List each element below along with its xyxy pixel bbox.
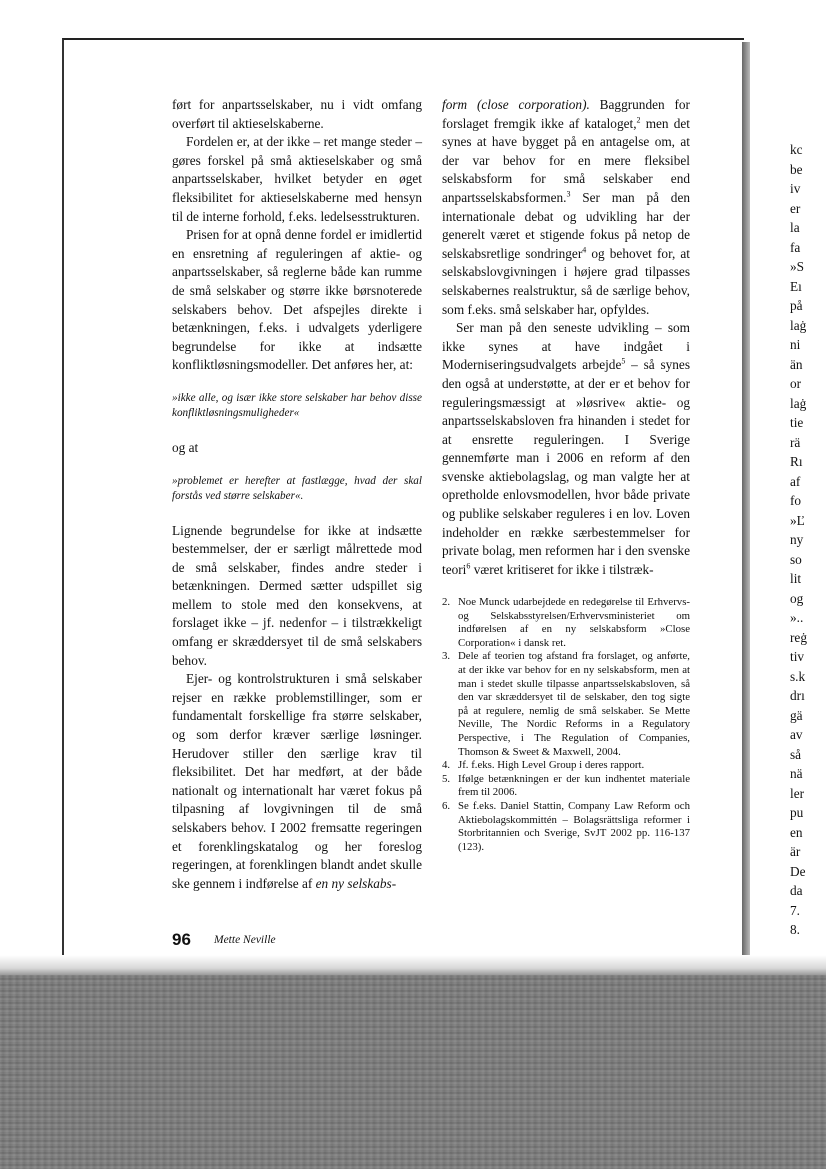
facing-page-fragment: kc [790,142,803,157]
footnote [442,650,690,759]
text-run: og behovet for, at selskabslovgivningen i højere grad tilpasses selskabernes realstruktur, så de særlige behov, som f.eks. små selskaber har, opfyldes. [442,245,690,317]
facing-page-fragment: reġ [790,629,807,645]
footnote [442,800,690,854]
footnotes [442,596,690,854]
facing-page-fragment: iv [790,181,801,196]
facing-page-fragment: af [790,473,801,489]
facing-page-fragment: lit [790,571,802,586]
facing-page-fragment: ny [790,532,804,547]
block-quote: »ikke alle, og især ikke store selskaber har behov disse konfliktløsningsmuligheder« [172,391,422,419]
footnote-number: 2. [442,596,451,608]
page-number: 96 [172,930,191,949]
facing-page-fragment: be [790,161,803,177]
facing-page-fragment: tie [790,415,804,430]
block-quote: »problemet er herefter at fastlægge, hvad der skal forstås ved større selskaber«. [172,474,422,502]
facing-page-fragment: Rı [790,454,803,469]
facing-page-fragment: nä [790,766,803,781]
paragraph: Fordelen er, at der ikke – ret mange steder – gøres forskel på små aktieselskaber og små anpartsselskaber, hvilket betyder en øget fleksibilitet for aktieselskaberne med hensyn til de interne forhold, f.eks. ledelsesstrukturen. [172,134,422,224]
facing-page-fragment: än [790,356,803,372]
paragraph [442,96,690,319]
facing-page-fragment: »Ľ [790,512,805,528]
facing-page-fragment: laġ [790,317,807,333]
text-run: Baggrunden for forslaget fremgik ikke af kataloget, [442,97,690,131]
paragraph [442,319,690,579]
facing-page-fragment: drı [790,688,805,703]
facing-page-fragment: så [790,746,802,762]
footnote [442,759,690,773]
text-run: – så synes den også at understøtte, at der er et behov for reguleringsmæssigt at »løsrive« aktie- og anpartsselskabsloven fra hinanden i stedet for at ensrette reguleringen. I Sverige gennemførte man i 2006 en reform af den svenske aktiebolagslag, og man valgte her at opretholde enlovsmodellen, hvor både private og publike selskaber reguleres i en lov. Loven indeholder en række særbestemmelser for private bolag, men reformen har i den svenske teori [442,357,690,577]
italic-term: en ny selskabs- [315,875,397,891]
facing-page-fragment: ».. [790,610,804,625]
footnote-text: Noe Munck udarbejdede en redegørelse til Erhvervs- og Selskabsstyrelsen/Erhvervsministeriet om indførelsen af en ny selskabsform »Close Corporation« i dansk ret. [458,596,690,649]
facing-page-fragment: 8. [790,922,800,937]
facing-page-fragment: pu [790,805,804,820]
footnote-ref: 5 [621,356,626,366]
facing-page-fragment: fo [790,493,802,508]
scan-background-top [0,0,826,40]
paragraph-text: Ejer- og kontrolstrukturen i små selskaber rejser en række problemstillinger, som er fundamentalt forskellige fra større selskaber, og som derfor kræver særlige løsninger. Herudover stiller den særlige krav til fleksibilitet. Det har medført, at der både nationalt og internationalt har været fokus på tilpasning af lovgivningen til de små selskabers behov. I 2002 fremsatte regeringen et forenklingskatalog og her foreslog regeringen, at forenklingen blandt andet skulle ske gennem i indførelse af [172,671,422,891]
facing-page-fragment: og [790,590,804,606]
footnote-ref: 4 [582,245,587,255]
facing-page-fragment: er [790,200,801,216]
facing-page-fragment: gä [790,707,803,723]
scanner-background [0,975,826,1169]
facing-page-fragment: på [790,298,803,313]
text-run: Ser man på den seneste udvikling – som ikke synes at have indgået i Moderniseringsudvalgets arbejde [442,320,690,373]
footnote-ref: 2 [636,115,641,125]
footnote-number: 3. [442,650,451,663]
facing-page-fragment: or [790,376,802,391]
footnote-text: Jf. f.eks. High Level Group i deres rapport. [458,759,645,772]
facing-page-fragment: De [790,863,806,879]
facing-page-fragment: tiv [790,649,805,664]
text-run: Ser man på den internationale debat og udvikling har der generelt været et stigende fokus på netop de selskabsretlige sondringer [442,189,690,261]
paragraph [172,670,422,893]
facing-page-fragment: so [790,551,802,567]
page-fold-shadow [0,955,826,977]
facing-page-fragment: av [790,727,803,742]
footnote-number: 6. [442,799,451,812]
facing-page-fragment: fa [790,239,801,255]
italic-term: form (close corporation). [442,97,590,112]
facing-page [750,44,826,974]
page-gutter-shadow [742,42,750,972]
right-text-column [442,96,690,579]
facing-page-text-fragments [790,140,826,940]
text-run: været kritiseret for ikke i tilstræk- [470,561,654,577]
running-footer-author: Mette Neville [214,934,276,946]
footnote-number: 4. [442,759,451,772]
facing-page-fragment: rä [790,434,801,450]
facing-page-fragment: Eı [790,278,802,294]
facing-page-fragment: en [790,824,803,840]
footnote-text: Se f.eks. Daniel Stattin, Company Law Reform och Aktiebolagskommittén – Bolagsrättsliga reformer i Storbritannien och Sverige, SvJT 2002 pp. 116-137 (123). [458,799,690,853]
footnote [442,596,690,650]
facing-page-fragment: laġ [790,395,807,411]
footnote-number: 5. [442,772,451,785]
facing-page-fragment: ni [790,337,801,352]
facing-page-fragment: da [790,883,803,898]
text-run: men det synes at have bygget på en antagelse om, at der var behov for en mere fleksibel selskabsform for små selskaber end anpartsselskabsformen. [442,115,690,205]
footnote-text: Ifølge betænkningen er der kun indhentet materiale frem til 2006. [458,772,690,799]
footnote-text: Dele af teorien tog afstand fra forslaget, og anførte, at der ikke var behov for en ny selskabsform, men at man i stedet skulle tilpasse anpartsselskabsloven, så den var skræddersyet til de selskaber, den tog sigte på at regulere, nemlig de små selskaber. Se Mette Neville, The Nordic Reforms in a Regulatory Perspective, i The Regulation of Companies, Thomson & Sweet & Maxwell, 2004. [458,650,690,758]
paragraph: ført for anpartsselskaber, nu i vidt omfang overført til aktieselskaberne. [172,97,422,131]
facing-page-fragment: ler [790,785,805,801]
facing-page-fragment: la [790,220,800,235]
left-text-column [172,96,422,893]
facing-page-fragment: »S [790,259,805,274]
paragraph: Prisen for at opnå denne fordel er imidlertid en ensretning af reguleringen af aktie- og anpartsselskaber, så reglerne både kan rumme de små selskaber og større ikke børsnoterede selskabers behov. Det afspejles direkte i betænkningen, f.eks. i udvalgets yderligere begrundelse for ikke at indsætte konfliktløsningsmodeller. Det anføres her, at: [172,227,422,373]
footnote-ref: 6 [466,561,471,571]
facing-page-fragment: 7. [790,902,800,918]
connector-text: og at [172,439,199,455]
facing-page-fragment: s.k [790,668,806,684]
facing-page-fragment: är [790,844,801,859]
footnote-ref: 3 [566,189,571,199]
paragraph: Lignende begrundelse for ikke at indsætte bestemmelser, der er særligt målrettede mod de små selskaber, findes andre steder i betænkningen. Dermed sætter udspillet sig mellem to stole med den konsekvens, at forslaget ikke – jf. nedenfor – i tilstrækkeligt omfang er skræddersyet til de små selskabers behov. [172,522,422,668]
footnote [442,773,690,800]
